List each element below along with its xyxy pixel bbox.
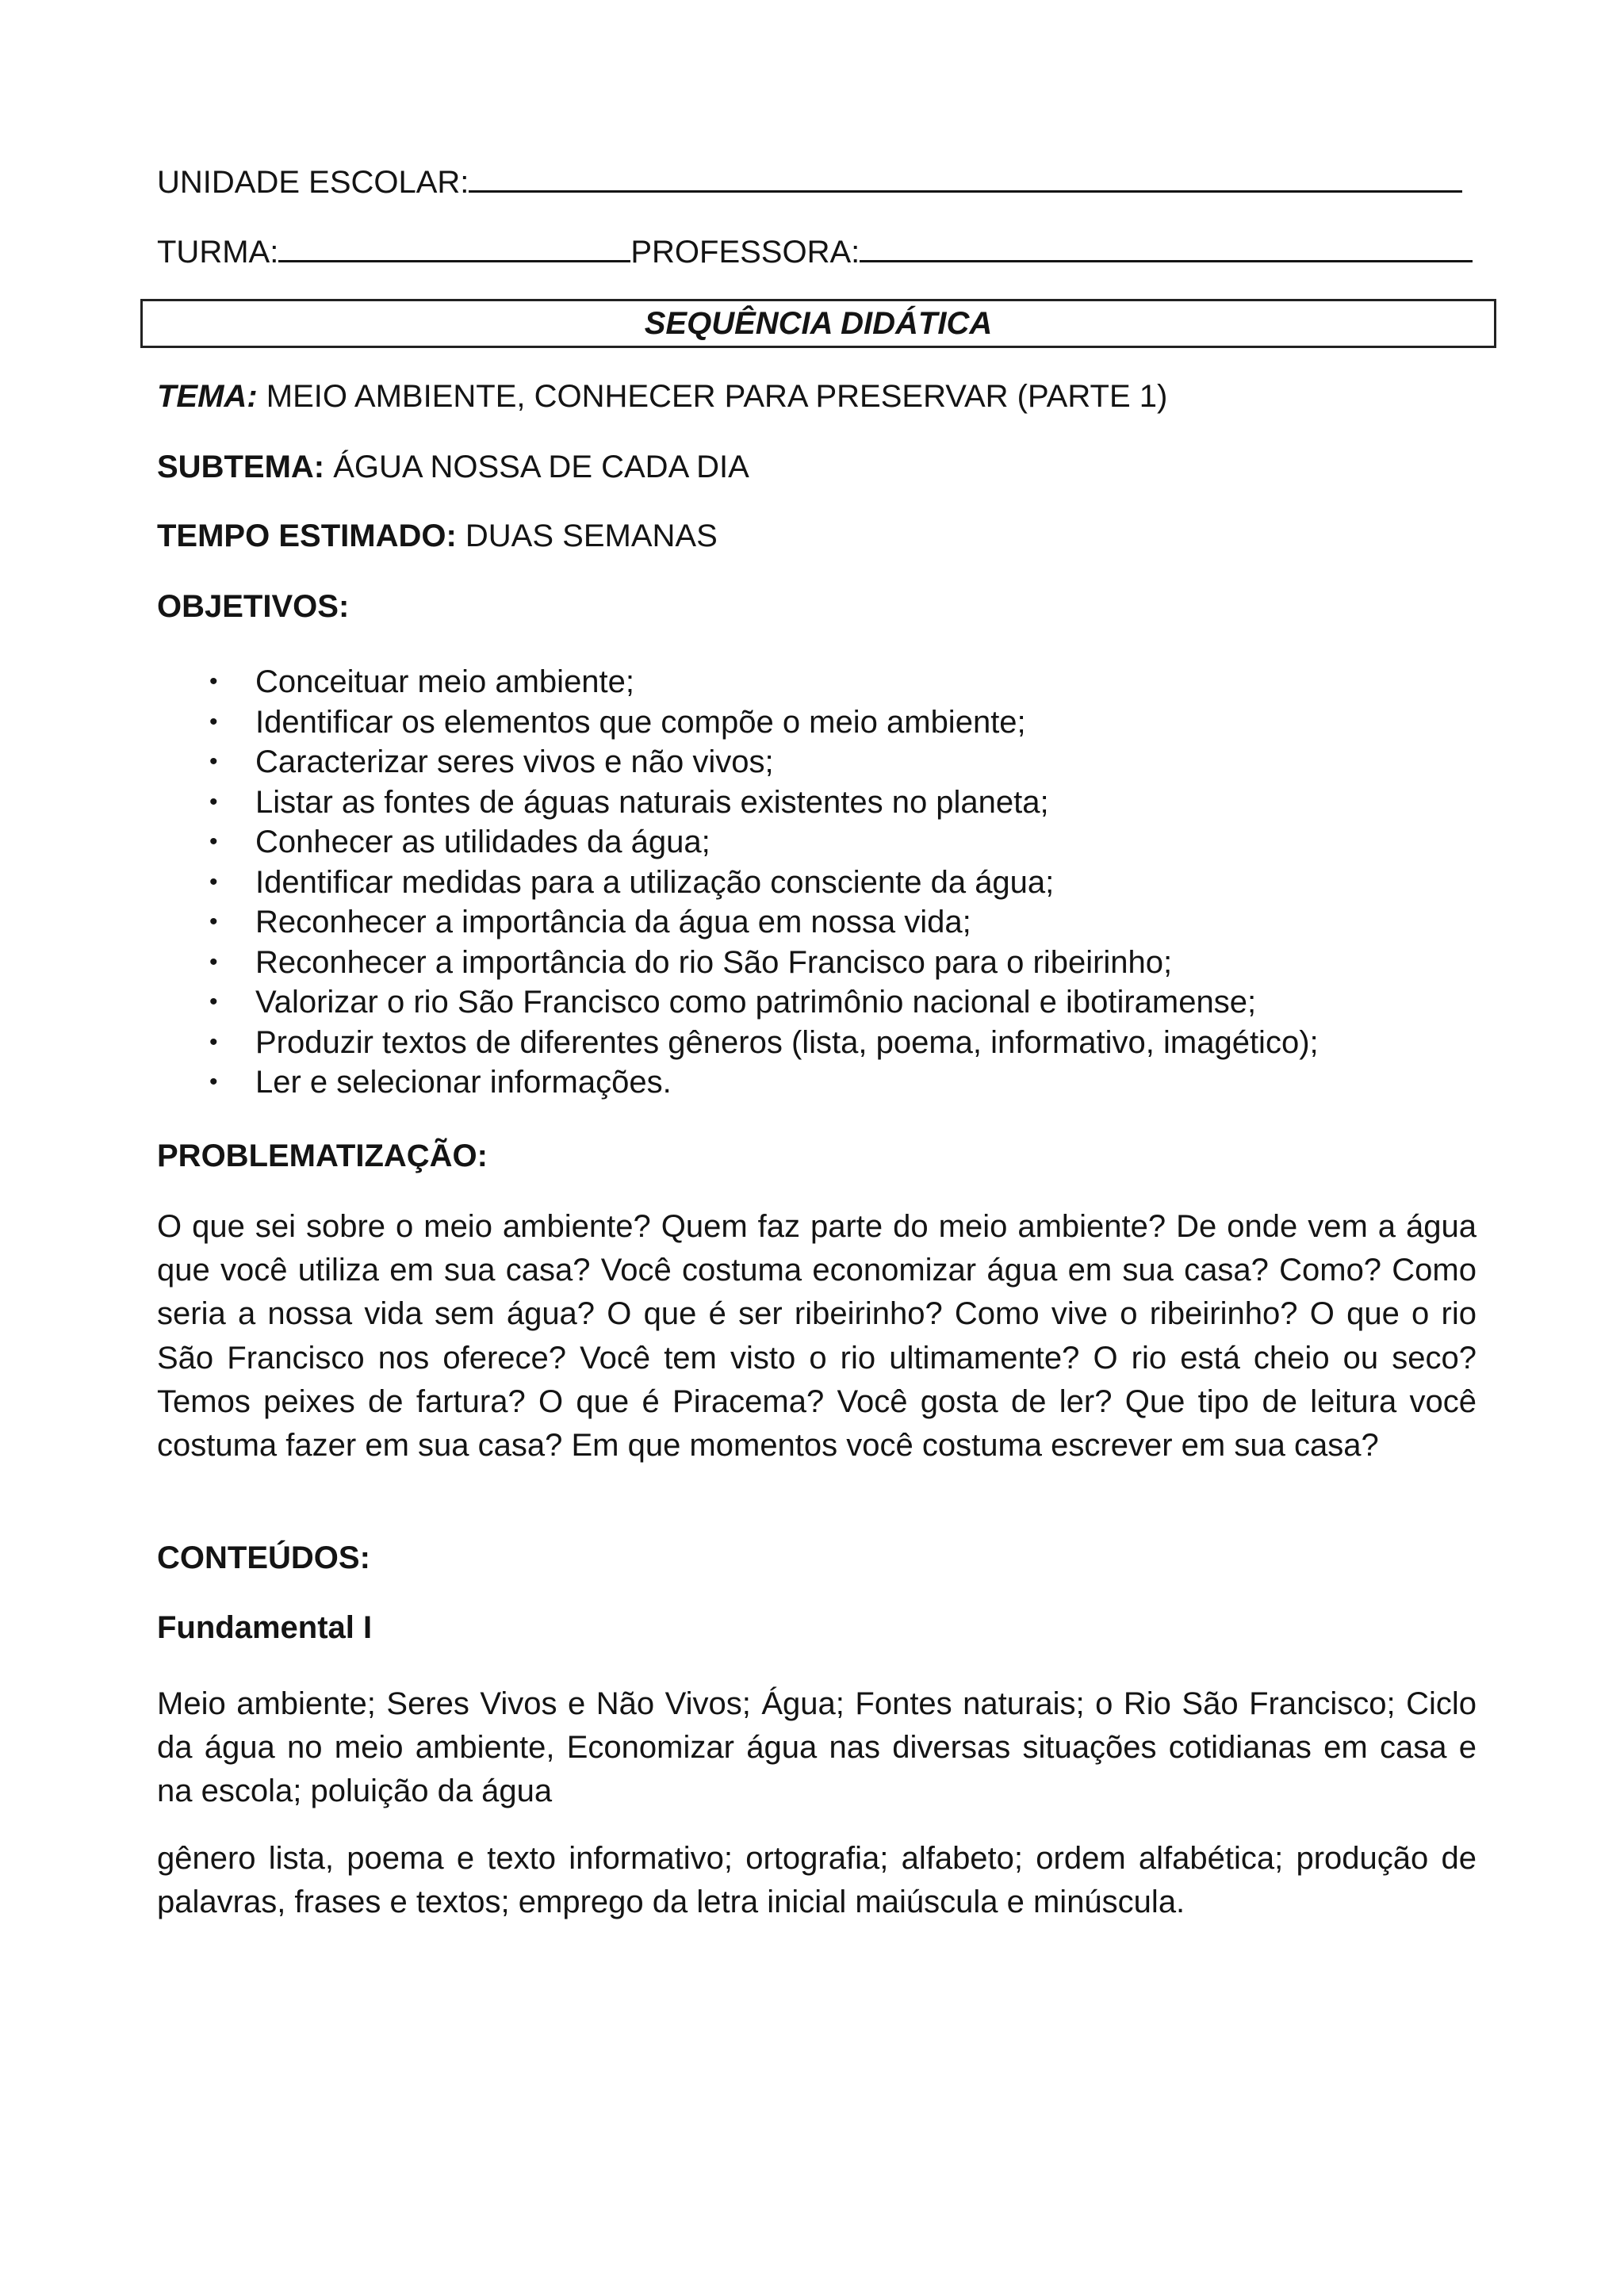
list-item: • Conhecer as utilidades da água;: [157, 822, 1319, 863]
objetivos-list: [157, 662, 1319, 1103]
tema-label: TEMA:: [157, 379, 258, 414]
problematizacao-heading: PROBLEMATIZAÇÃO:: [157, 1138, 488, 1173]
bullet-icon: •: [209, 828, 218, 855]
turma-label: TURMA:: [157, 235, 279, 270]
bullet-icon: •: [209, 748, 218, 775]
bullet-icon: •: [209, 948, 218, 975]
unidade-escolar-field: [157, 159, 1462, 201]
tempo-estimado-row: [157, 517, 718, 555]
problematizacao-paragraph: O que sei sobre o meio ambiente? Quem faz parte do meio ambiente? De onde vem a água que você utiliza em sua casa? Você costuma economizar água em sua casa? Como? Como seria a nossa vida sem água? O que é ser ribeirinho? Como vive o ribeirinho? O que o rio São Francisco nos oferece? Você tem visto o rio ultimamente? O rio está cheio ou seco? Temos peixes de fartura? O que é Piracema? Você gosta de ler? Que tipo de leitura você costuma fazer em sua casa? Em que momentos você costuma escrever em sua casa?: [157, 1209, 1477, 1464]
subtema-value: ÁGUA NOSSA DE CADA DIA: [333, 450, 749, 484]
list-item: • Listar as fontes de águas naturais existentes no planeta;: [157, 783, 1319, 823]
subtema-row: [157, 448, 749, 486]
turma-blank-line: [278, 228, 630, 262]
conteudos-heading: CONTEÚDOS:: [157, 1540, 370, 1575]
bullet-icon: •: [209, 708, 218, 735]
tempo-estimado-value: DUAS SEMANAS: [465, 519, 718, 553]
document-title-box: [140, 299, 1496, 348]
document-title: SEQUÊNCIA DIDÁTICA: [644, 306, 993, 341]
bullet-icon: •: [209, 1069, 218, 1095]
list-item: • Conceituar meio ambiente;: [157, 662, 1319, 702]
turma-professora-field: [157, 228, 1473, 271]
tempo-estimado-label: TEMPO ESTIMADO:: [157, 519, 457, 553]
bullet-icon: •: [209, 989, 218, 1015]
list-item: • Identificar medidas para a utilização consciente da água;: [157, 863, 1319, 903]
conteudos-paragraph-1: Meio ambiente; Seres Vivos e Não Vivos; Água; Fontes naturais; o Rio São Francisco; Ciclo da água no meio ambiente, Economizar água nas diversas situações cotidianas em casa e na escola; poluição da água: [157, 1686, 1477, 1809]
bullet-icon: •: [209, 788, 218, 815]
list-item: • Produzir textos de diferentes gêneros (lista, poema, informativo, imagético);: [157, 1023, 1319, 1063]
conteudos-paragraph-2: gênero lista, poema e texto informativo; ortografia; alfabeto; ordem alfabética; produção de palavras, frases e textos; emprego da letra inicial maiúscula e minúscula.: [157, 1841, 1477, 1920]
list-item: • Reconhecer a importância do rio São Francisco para o ribeirinho;: [157, 943, 1319, 983]
subtema-label: SUBTEMA:: [157, 450, 325, 484]
unidade-escolar-blank-line: [469, 159, 1462, 193]
bullet-icon: •: [209, 668, 218, 695]
bullet-icon: •: [209, 1028, 218, 1055]
unidade-escolar-label: UNIDADE ESCOLAR:: [157, 165, 469, 200]
fundamental-subheading: Fundamental I: [157, 1610, 373, 1645]
bullet-icon: •: [209, 909, 218, 935]
bullet-icon: •: [209, 868, 218, 895]
tema-value: MEIO AMBIENTE, CONHECER PARA PRESERVAR (PARTE 1): [266, 379, 1168, 414]
tema-row: [157, 377, 1167, 415]
list-item: • Valorizar o rio São Francisco como patrimônio nacional e ibotiramense;: [157, 982, 1319, 1023]
list-item: • Caracterizar seres vivos e não vivos;: [157, 742, 1319, 783]
list-item: • Reconhecer a importância da água em nossa vida;: [157, 902, 1319, 943]
objetivos-heading: OBJETIVOS:: [157, 589, 350, 624]
professora-blank-line: [860, 228, 1473, 262]
list-item: • Ler e selecionar informações.: [157, 1062, 1319, 1103]
list-item: • Identificar os elementos que compõe o meio ambiente;: [157, 702, 1319, 743]
professora-label: PROFESSORA:: [630, 235, 860, 270]
